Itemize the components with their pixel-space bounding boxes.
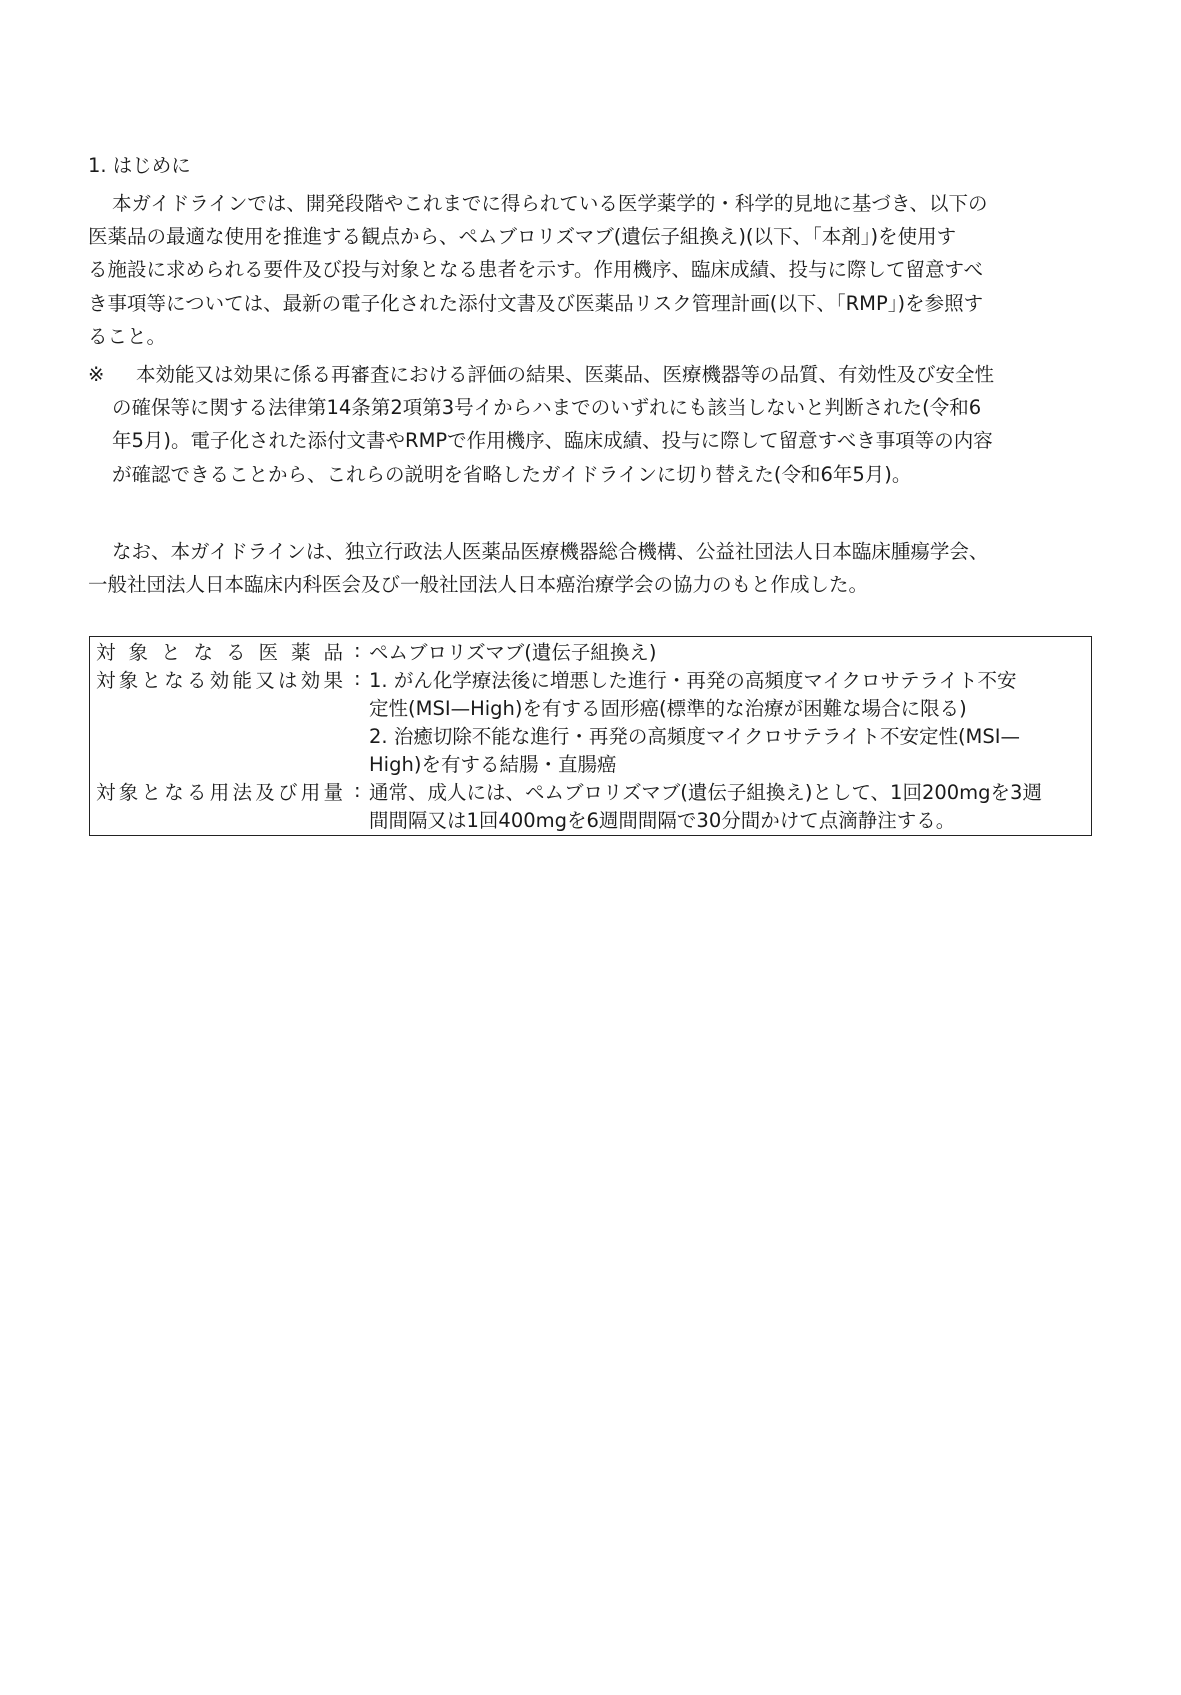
table-label: 対象となる効能又は効果 — [96, 669, 343, 692]
table-value-cell — [369, 779, 1091, 836]
table-label: 対象となる医薬品 — [96, 641, 343, 664]
table-colon-cell — [354, 667, 369, 779]
intro-line: 医薬品の最適な使用を推進する観点から、ペムブロリズマブ(遺伝子組換え)(以下、「本剤」)を使用す — [88, 225, 957, 249]
intro-line: る施設に求められる要件及び投与対象となる患者を示す。作用機序、臨床成績、投与に際して留意すべ — [88, 258, 984, 282]
note-line — [88, 358, 1092, 391]
intro-line: 本ガイドラインでは、開発段階やこれまでに得られている医学薬学的・科学的見地に基づき、以下の — [112, 192, 988, 215]
table-row-dosage — [90, 779, 1092, 836]
table-label-cell — [90, 637, 355, 668]
note-line: 年5月)。電子化された添付文書やRMPで作用機序、臨床成績、投与に際して留意すべき事項等の内容 — [112, 429, 993, 453]
table-label-cell — [90, 667, 355, 779]
table-row-indication — [90, 667, 1092, 779]
table-value-cell — [369, 637, 1091, 668]
table-value-line: 通常、成人には、ペムブロリズマブ(遺伝子組換え)として、1回200mgを3週 — [369, 781, 1042, 804]
table-value-line: High)を有する結腸・直腸癌 — [369, 753, 617, 776]
intro-line: ること。 — [88, 324, 167, 348]
note-line: が確認できることから、これらの説明を省略したガイドラインに切り替えた(令和6年5月)。 — [112, 462, 912, 486]
intro-line: き事項等については、最新の電子化された添付文書及び医薬品リスク管理計画(以下、「RMP」)を参照す — [88, 291, 984, 315]
table-value-cell — [369, 667, 1091, 779]
note-line-text: 本効能又は効果に係る再審査における評価の結果、医薬品、医療機器等の品質、有効性及び安全性 — [136, 363, 995, 386]
table-row-drug — [90, 637, 1092, 668]
intro-paragraph — [88, 187, 1092, 353]
drug-info-table — [89, 636, 1092, 836]
table-value-line: 2. 治癒切除不能な進行・再発の高頻度マイクロサテライト不安定性(MSI— — [369, 725, 1021, 748]
table-colon: : — [354, 639, 361, 662]
table-colon-cell — [354, 637, 369, 668]
closing-line: 一般社団法人日本臨床内科医会及び一般社団法人日本癌治療学会の協力のもと作成した。 — [88, 573, 869, 597]
table-colon-cell — [354, 779, 369, 836]
closing-paragraph — [88, 535, 1092, 601]
section-heading: 1. はじめに — [88, 154, 191, 177]
table-colon: : — [354, 779, 361, 802]
note-line: の確保等に関する法律第14条第2項第3号イからハまでのいずれにも該当しないと判断された(令和6 — [112, 396, 982, 420]
table-colon: : — [354, 667, 361, 690]
table-value-line: ペムブロリズマブ(遺伝子組換え) — [369, 641, 657, 664]
note-mark: ※ — [88, 363, 105, 386]
closing-line: なお、本ガイドラインは、独立行政法人医薬品医療機器総合機構、公益社団法人日本臨床腫瘍学会、 — [112, 540, 989, 563]
table-value-line: 定性(MSI—High)を有する固形癌(標準的な治療が困難な場合に限る) — [369, 697, 967, 720]
note-paragraph — [88, 358, 1092, 491]
table-label: 対象となる用法及び用量 — [96, 781, 343, 804]
table-value-line: 間間隔又は1回400mgを6週間間隔で30分間かけて点滴静注する。 — [369, 809, 956, 832]
table-value-line: 1. がん化学療法後に増悪した進行・再発の高頻度マイクロサテライト不安 — [369, 669, 1017, 692]
table-label-cell — [90, 779, 355, 836]
